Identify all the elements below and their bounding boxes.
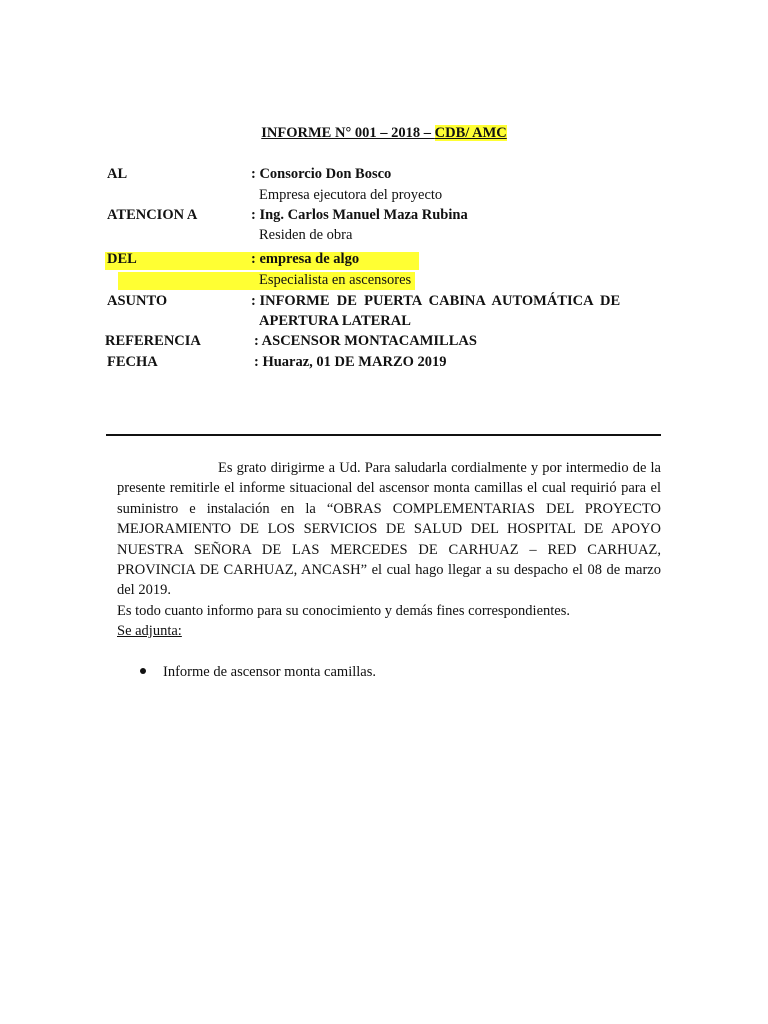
- header-sub-al: Empresa ejecutora del proyecto: [259, 187, 443, 203]
- letter-body: [117, 458, 661, 642]
- list-item: [140, 662, 376, 682]
- header-value-referencia: : ASCENSOR MONTACAMILLAS: [254, 333, 477, 349]
- header-row-atencion: [0, 207, 768, 227]
- header-subrow-atencion: [0, 227, 768, 247]
- header-row-asunto: [0, 293, 768, 313]
- header-label-al: AL: [107, 166, 128, 182]
- header-value-fecha: : Huaraz, 01 DE MARZO 2019: [254, 354, 447, 370]
- header-subrow-asunto: [0, 313, 768, 333]
- body-paragraph: Es grato dirigirme a Ud. Para saludarla cordialmente y por intermedio de la presente remitirle el informe situacional del ascensor monta camillas el cual requirió para el suministro e instalación en la “OBRAS COMPLEMENTARIAS DEL PROYECTO MEJORAMIENTO DE LOS SERVICIOS DE SALUD DEL HOSPITAL DE APOYO NUESTRA SEÑORA DE LAS MERCEDES DE CARHUAZ – RED CARHUAZ, PROVINCIA DE CARHUAZ, ANCASH” el cual hago llegar a su despacho el 08 de marzo del 2019.: [117, 460, 661, 599]
- header-label-atencion: ATENCION A: [107, 207, 198, 223]
- header-label-fecha: FECHA: [107, 354, 158, 370]
- attachment-label: Se adjunta:: [117, 623, 182, 640]
- header-sub-atencion: Residen de obra: [259, 227, 353, 243]
- bullet-icon: [140, 668, 146, 674]
- header-label-asunto: ASUNTO: [107, 293, 168, 309]
- attachment-item-label: Informe de ascensor monta camillas.: [163, 664, 376, 680]
- report-title-code: CDB/ AMC: [434, 125, 507, 141]
- closing-sentence: Es todo cuanto informo para su conocimiento y demás fines correspondientes.: [117, 602, 571, 619]
- report-title: [0, 125, 768, 142]
- header-sub-del: Especialista en ascensores: [259, 272, 412, 288]
- report-title-prefix: INFORME N° 001 – 2018 –: [261, 125, 435, 141]
- header-row-del: [0, 251, 768, 271]
- header-label-referencia: REFERENCIA: [105, 333, 201, 349]
- header-label-del: DEL: [107, 251, 137, 267]
- attachment-list: [140, 662, 376, 682]
- header-row-referencia: [0, 333, 768, 353]
- header-row-fecha: [0, 354, 768, 374]
- header-value-asunto: : INFORME DE PUERTA CABINA AUTOMÁTICA DE: [251, 293, 621, 309]
- header-subrow-al: [0, 187, 768, 207]
- header-value-del: : empresa de algo: [251, 251, 360, 267]
- header-row-al: [0, 166, 768, 186]
- header-value-al: : Consorcio Don Bosco: [251, 166, 392, 182]
- header-subrow-del: [0, 272, 768, 292]
- header-value-asunto-line2: APERTURA LATERAL: [259, 313, 411, 329]
- header-value-atencion: : Ing. Carlos Manuel Maza Rubina: [251, 207, 468, 223]
- header-divider: [106, 434, 661, 436]
